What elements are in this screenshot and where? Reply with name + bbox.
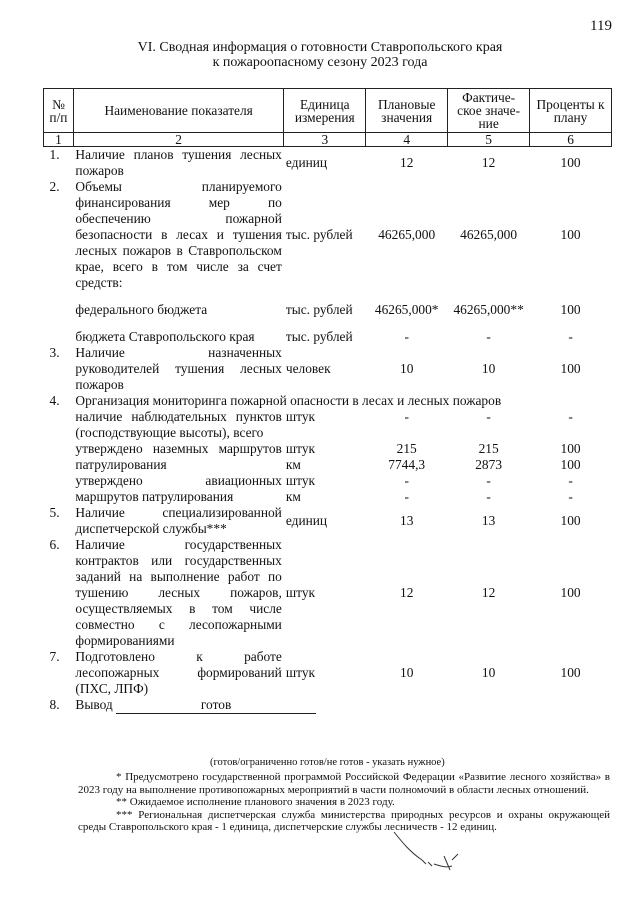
row-plan: 46265,000* [374,302,439,317]
row-unit: км [285,457,301,472]
row-plan: 12 [400,585,414,600]
row-name: федерального бюджета [75,302,208,317]
row-number: 5. [49,505,60,520]
row-fact: - [486,409,491,424]
col-number: 6 [530,133,612,147]
signature-stroke [394,832,458,870]
row-name: Наличие специализированной диспетчерской службы*** [75,505,282,536]
row-percent: 100 [560,585,581,600]
row-plan: 12 [400,155,414,170]
row-fact: 2873 [475,457,503,472]
row-number: 3. [49,345,60,360]
row-unit: км [285,489,301,504]
row-number: 2. [49,179,60,194]
readiness-table [43,88,612,714]
table-row [44,291,612,329]
row-unit: штук [285,665,316,680]
col-number: 5 [448,133,530,147]
row-fact: 46265,000** [453,302,524,317]
header-plan: Плановые значения [366,89,448,133]
row-number: 4. [49,393,60,408]
col-number: 4 [366,133,448,147]
row-percent: 100 [560,155,581,170]
row-plan: 46265,000 [378,227,436,242]
row-percent: 100 [560,665,581,680]
table-row [44,409,612,441]
col-number: 2 [73,133,283,147]
row-percent: 100 [560,227,581,242]
row-unit: тыс. рублей [285,227,353,242]
row-fact: - [486,473,491,488]
row-fact: 10 [481,665,496,680]
page-title [0,40,640,70]
table-row [44,147,612,180]
row-percent: 100 [560,441,581,456]
row-plan: 7744,3 [388,457,426,472]
row-fact: - [486,329,491,344]
table-row [44,329,612,345]
header-fact: Фактиче-ское значе-ние [448,89,530,133]
row-name: Наличие назначенных руководителей тушения лесных пожаров [75,345,282,392]
row-percent: - [568,329,573,344]
row-plan: 10 [400,665,414,680]
col-number: 1 [44,133,74,147]
row-plan: - [404,489,409,504]
row-percent: 100 [560,361,581,376]
row-fact: 46265,000 [460,227,518,242]
row-unit: тыс. рублей [285,302,353,317]
row-number: 6. [49,537,60,552]
row-fact: 215 [478,441,499,456]
table-row [44,505,612,537]
row-plan: - [404,473,409,488]
table-row [44,441,612,473]
row-name: Объемы планируемого финансирования мер по обеспечению пожарной безопасности в лесах и тушения лесных пожаров в Ставропольском крае, всего в том числе за счет средств: [75,179,282,290]
title-line-2: к пожароопасному сезону 2023 года [212,55,428,70]
conclusion-caption: (готов/ограниченно готов/не готов - указать нужное) [210,757,445,768]
footnote: * Предусмотрено государственной программой Российской Федерации «Развитие лесного хозяйства» в 2023 году на выполнение противопожарных мероприятий в части полномочий в области лесных отношений. [78,771,610,796]
row-name: Наличие государственных контрактов или государственных заданий на выполнение работ по тушению лесных пожаров, осуществляемых в том числе совместно с лесопожарными формированиями [75,537,282,648]
row-percent: - [568,489,573,504]
table-row [44,393,612,409]
row-unit: штук [285,441,316,456]
row-fact: 10 [481,361,496,376]
row-percent: 100 [560,513,581,528]
row-unit: штук [285,473,316,488]
row-plan: - [404,329,409,344]
row-percent: - [568,409,573,424]
conclusion-value: готов [116,697,316,714]
table-row [44,179,612,291]
row-plan: 215 [396,441,417,456]
footnotes [78,771,610,834]
row-fact: 13 [481,513,496,528]
conclusion-label: Вывод [75,697,113,712]
row-unit: тыс. рублей [285,329,353,344]
table-row [44,473,612,505]
row-number: 8. [49,697,60,712]
table-row [44,697,612,714]
header-name: Наименование показателя [73,89,283,133]
header-unit: Единица измерения [284,89,366,133]
row-unit: единиц [285,155,328,170]
header-percent: Проценты к плану [530,89,612,133]
table-row [44,537,612,649]
row-name: утверждено авиационных маршрутов патрулирования [75,473,282,504]
row-number: 1. [49,147,60,162]
row-unit: единиц [285,513,328,528]
col-number: 3 [284,133,366,147]
row-unit: штук [285,409,316,424]
footnote: ** Ожидаемое исполнение планового значения в 2023 году. [116,796,395,808]
row-name: Наличие планов тушения лесных пожаров [75,147,282,178]
row-fact: - [486,489,491,504]
row-unit: штук [285,585,316,600]
signature-mark [392,830,462,874]
row-plan: - [404,409,409,424]
row-name: утверждено наземных маршрутов патрулирования [75,441,282,472]
row-percent: 100 [560,302,581,317]
footnote: *** Региональная диспетчерская служба министерства природных ресурсов и охраны окружающей среды Ставропольского края - 1 единица, диспетчерские службы лесничеств - 12 единиц. [78,808,610,833]
row-percent: - [568,473,573,488]
row-number: 7. [49,649,60,664]
row-plan: 13 [400,513,414,528]
title-line-1: VI. Сводная информация о готовности Ставропольского края [137,40,503,55]
row-name: наличие наблюдательных пунктов (господствующие высоты), всего [75,409,282,440]
header-no: № п/п [44,89,74,133]
row-fact: 12 [481,585,496,600]
table-row [44,649,612,697]
row-percent: 100 [560,457,581,472]
page-number: 119 [590,18,612,34]
row-name: бюджета Ставропольского края [75,329,255,344]
row-section-name: Организация мониторинга пожарной опасности в лесах и лесных пожаров [75,393,502,408]
row-fact: 12 [481,155,496,170]
row-name: Подготовлено к работе лесопожарных формирований (ПХС, ЛПФ) [75,649,282,696]
row-plan: 10 [400,361,414,376]
row-unit: человек [285,361,331,376]
table-row [44,345,612,393]
